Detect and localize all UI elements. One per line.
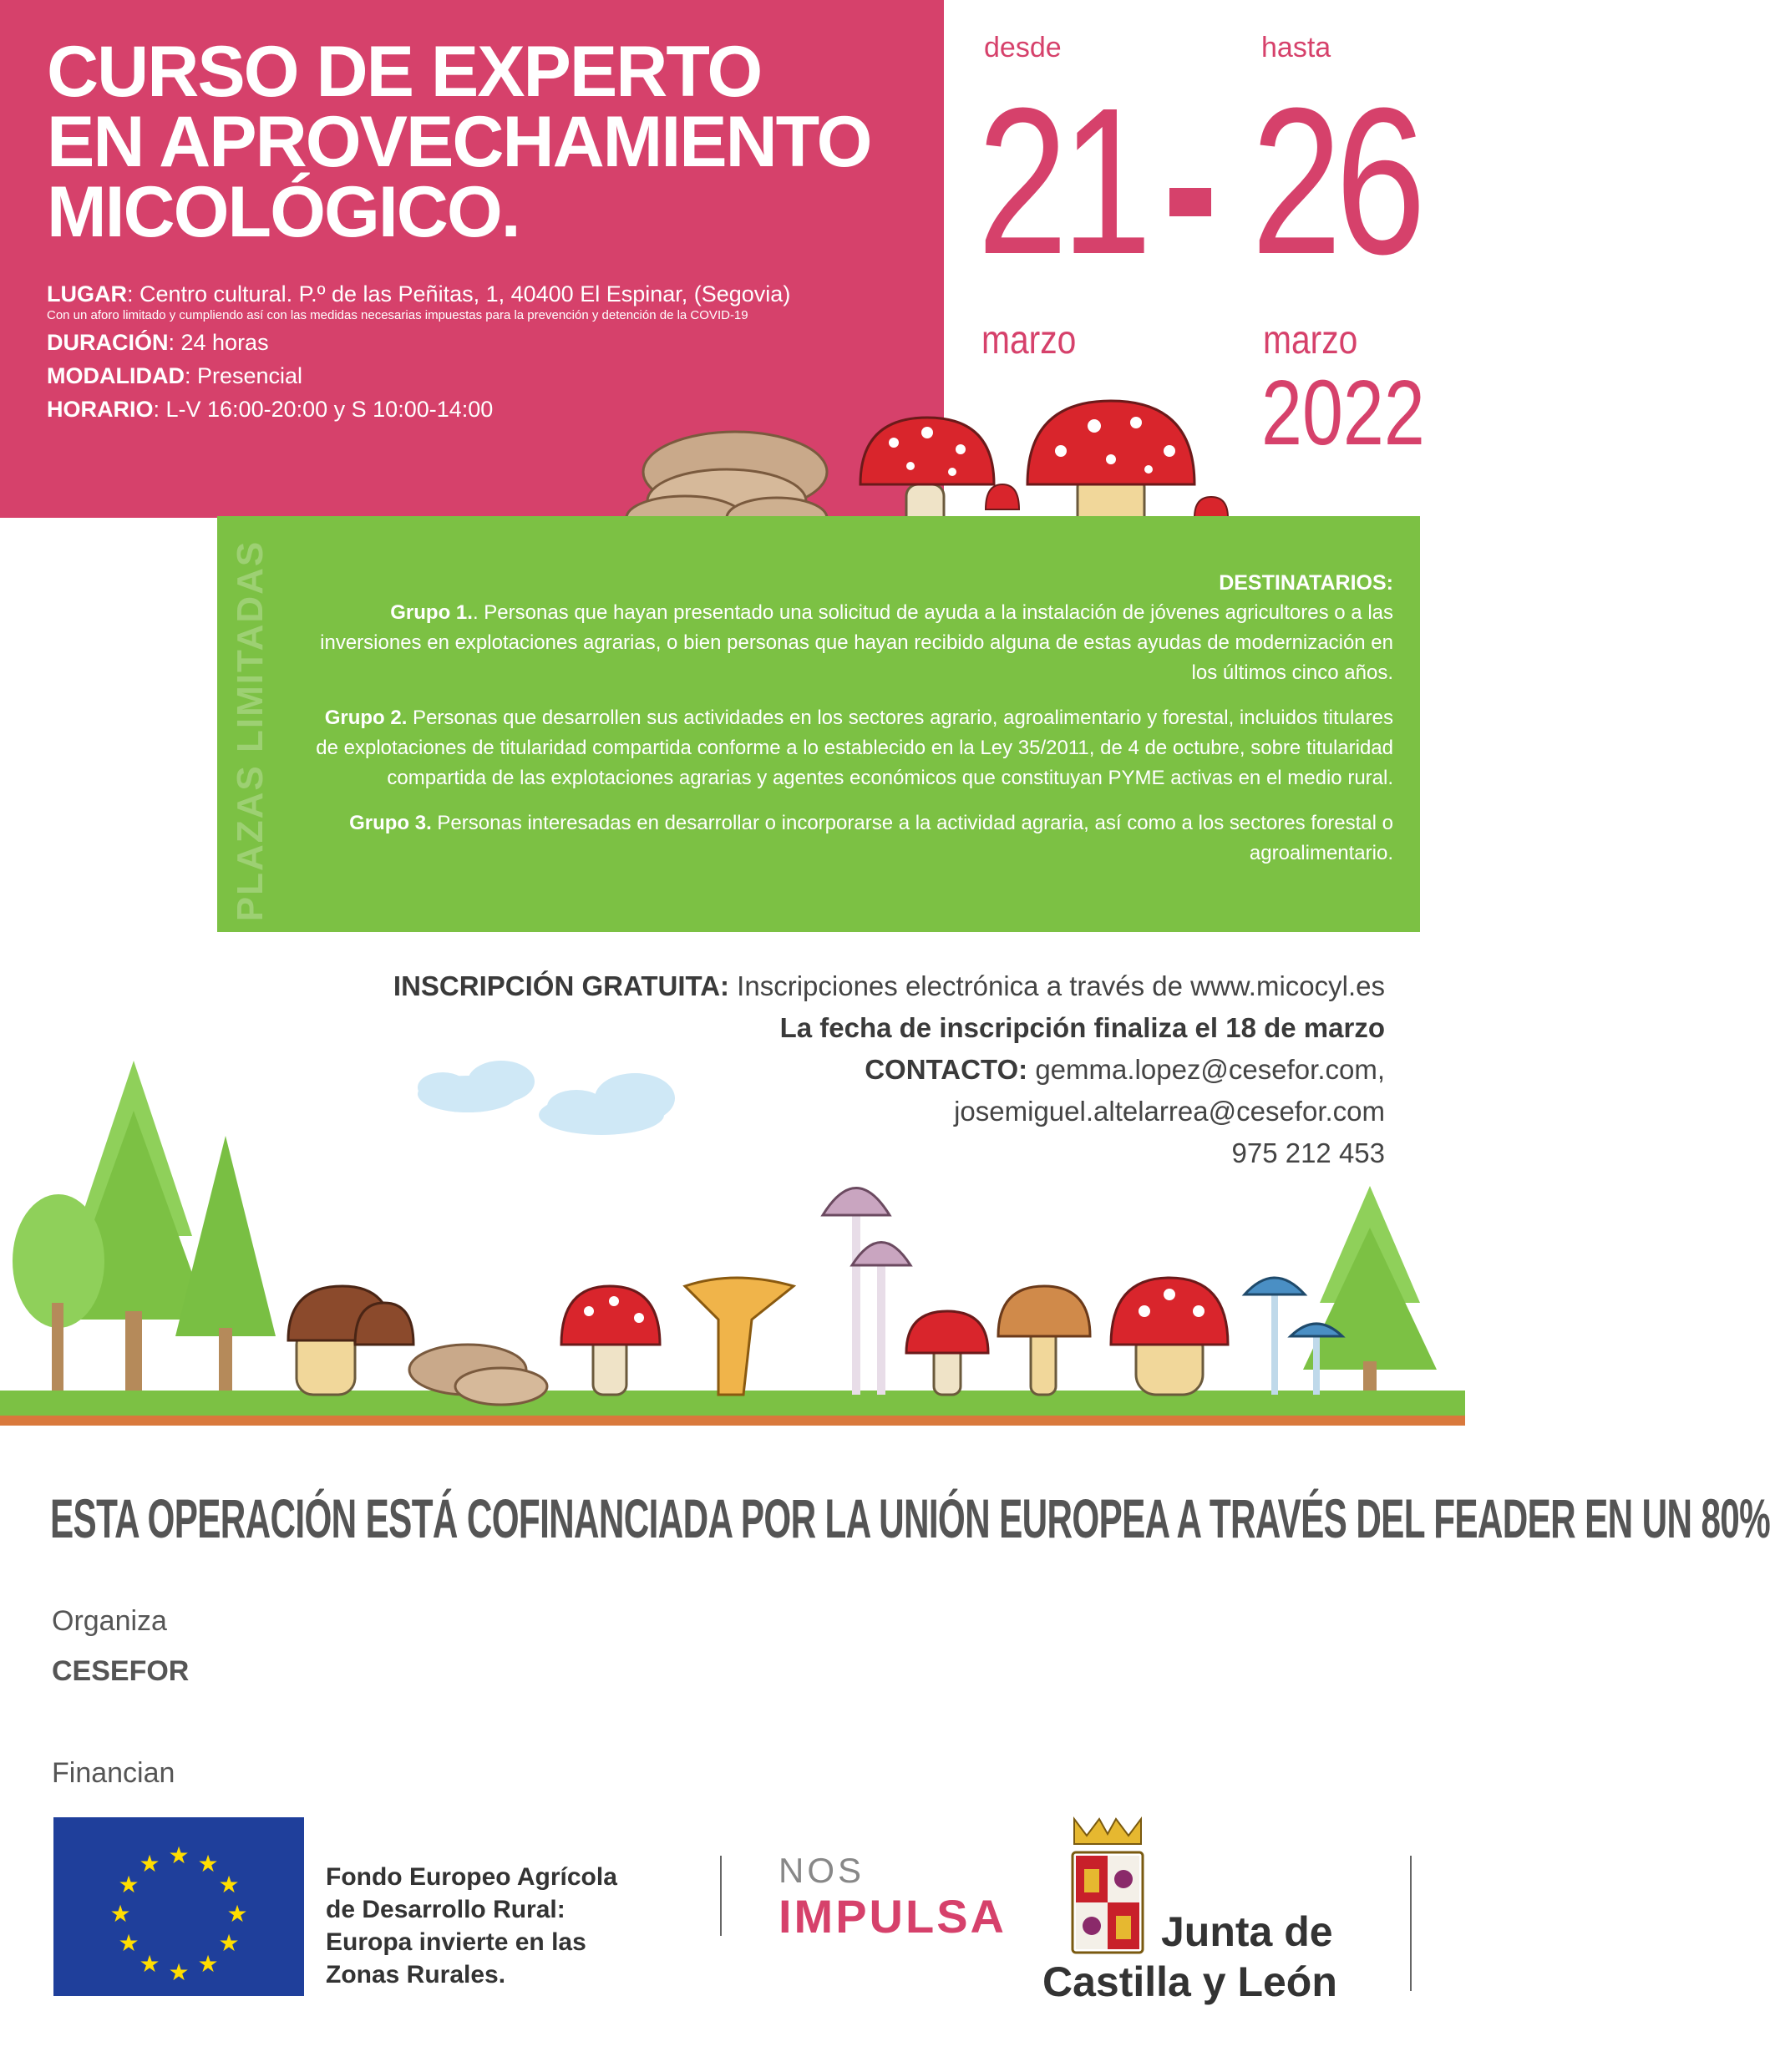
svg-text:★: ★ [168,1841,190,1869]
duracion-value: : 24 horas [168,330,269,355]
inscripcion-label: INSCRIPCIÓN GRATUITA: [393,970,730,1001]
contacto-email-2[interactable]: josemiguel.altelarrea@cesefor.com [954,1096,1385,1127]
nos-logo-text: NOS [778,1851,865,1890]
svg-text:★: ★ [218,1929,240,1957]
tree-right-icon [1303,1186,1437,1411]
eu-stars-icon [53,1817,304,1996]
feader-line-1: Fondo Europeo Agrícola [326,1863,617,1891]
aforo-note: Con un aforo limitado y cumpliendo así con las medidas necesarias impuestas para la prevención y detención de la COVID-19 [47,308,748,322]
contacto-label: CONTACTO: [865,1054,1028,1085]
feader-line-4: Zonas Rurales. [326,1961,506,1988]
contacto-phone: 975 212 453 [1231,1137,1385,1168]
grupo-1 [307,598,1393,688]
start-month: marzo [981,318,1077,362]
tree-left-icon [13,1061,276,1403]
ground-soil [0,1416,1465,1426]
castilla-leon-crest-icon [1066,1811,1149,1961]
modalidad-row [47,359,790,393]
amanita-mushroom-icon [561,1286,660,1395]
lugar-value: : Centro cultural. P.º de las Peñitas, 1, 40400 El Espinar, (Segovia) [127,281,791,306]
junta-line-1: Junta de [1161,1908,1333,1955]
grupo-2 [307,703,1393,793]
grupo-2-text: Personas que desarrollen sus actividades en los sectores agrario, agroalimentario y forestal, incluidos titulares de explotaciones de titularidad compartida conforme a lo establecido en la Ley 35/2011, de 4 de octubre, sobre titularidad compartida de las explotaciones agrarias y agentes económicos que constituyan PYME activas en el medio rural. [316,707,1393,789]
course-title [47,32,871,252]
eu-flag-icon [53,1817,304,1996]
svg-text:★: ★ [226,1900,248,1928]
grupo-2-label: Grupo 2. [324,707,408,729]
forest-mushroom-scene [0,1036,1465,1428]
fecha-limite-text: La fecha de inscripción finaliza el 18 de marzo [779,1012,1385,1043]
boletus-mushroom-icon [288,1286,413,1395]
financian-label: Financian [52,1757,175,1789]
title-line-1: CURSO DE EXPERTO [47,32,762,112]
feader-line-2: de Desarrollo Rural: [326,1896,565,1923]
end-day: 26 [1251,64,1420,297]
desde-label: desde [984,32,1062,63]
grupo-1-text: . Personas que hayan presentado una solicitud de ayuda a la instalación de jóvenes agricultores o a las inversiones en explotaciones agrarias, o bien personas que hayan recibido alguna de estas ayudas de modernización en los últimos cinco años. [320,601,1393,684]
feader-line-3: Europa invierte en las [326,1928,586,1956]
svg-text:★: ★ [168,1958,190,1986]
duracion-label: DURACIÓN [47,330,169,355]
modalidad-value: : Presencial [184,363,303,388]
plazas-text: PLAZAS LIMITADAS [230,540,271,922]
amanita-large-mushroom-icon [1111,1278,1228,1395]
grupo-3 [307,808,1393,869]
title-line-3: MICOLÓGICO. [47,172,520,252]
divider-1 [720,1856,722,1936]
organiza-name: CESEFOR [52,1655,190,1687]
date-dash [1169,188,1211,216]
svg-text:★: ★ [109,1900,131,1928]
contacto-email-1[interactable]: gemma.lopez@cesefor.com, [1027,1054,1385,1085]
grupo-3-text: Personas interesadas en desarrollar o incorporarse a la actividad agraria, así como a los sectores forestal o agroalimentario. [431,812,1393,864]
horario-value: : L-V 16:00-20:00 y S 10:00-14:00 [153,397,494,422]
lugar-row [47,277,790,311]
svg-text:★: ★ [118,1871,139,1898]
hasta-label: hasta [1261,32,1331,63]
horario-label: HORARIO [47,397,154,422]
svg-text:★: ★ [139,1950,160,1978]
impulsa-logo-text: IMPULSA [778,1890,1007,1943]
plazas-limitadas-watermark [226,534,276,927]
feader-text [326,1861,617,1991]
cloud-icon [418,1061,675,1135]
year: 2022 [1261,362,1425,464]
svg-text:★: ★ [218,1871,240,1898]
svg-text:★: ★ [197,1850,219,1877]
start-day: 21 [977,64,1146,297]
organiza-label: Organiza [52,1605,167,1637]
modalidad-label: MODALIDAD [47,363,185,388]
inscripcion-text: Inscripciones electrónica a través de www.micocyl.es [729,970,1385,1001]
title-line-2: EN APROVECHAMIENTO [47,102,871,182]
destinatarios-text [307,568,1393,869]
cofinanciada-banner: ESTA OPERACIÓN ESTÁ COFINANCIADA POR LA UNIÓN EUROPEA A TRAVÉS DEL FEADER EN UN 80% [50,1487,1770,1549]
destinatarios-heading: DESTINATARIOS: [1219,571,1393,595]
mycena-mushroom-icon [823,1188,910,1396]
amanita-small-mushroom-icon [906,1311,988,1395]
end-month: marzo [1263,318,1358,362]
parasol-mushroom-icon [998,1286,1090,1395]
junta-line-2: Castilla y León [1042,1958,1337,2005]
grupo-1-label: Grupo 1. [390,601,473,624]
svg-text:★: ★ [118,1929,139,1957]
duracion-row [47,326,790,359]
lugar-label: LUGAR [47,281,127,306]
inscripcion-row [393,965,1385,1007]
grupo-3-label: Grupo 3. [349,812,432,834]
chanterelle-mushroom-icon [685,1278,794,1395]
divider-2 [1410,1856,1412,1991]
svg-text:★: ★ [139,1850,160,1877]
svg-text:★: ★ [197,1950,219,1978]
